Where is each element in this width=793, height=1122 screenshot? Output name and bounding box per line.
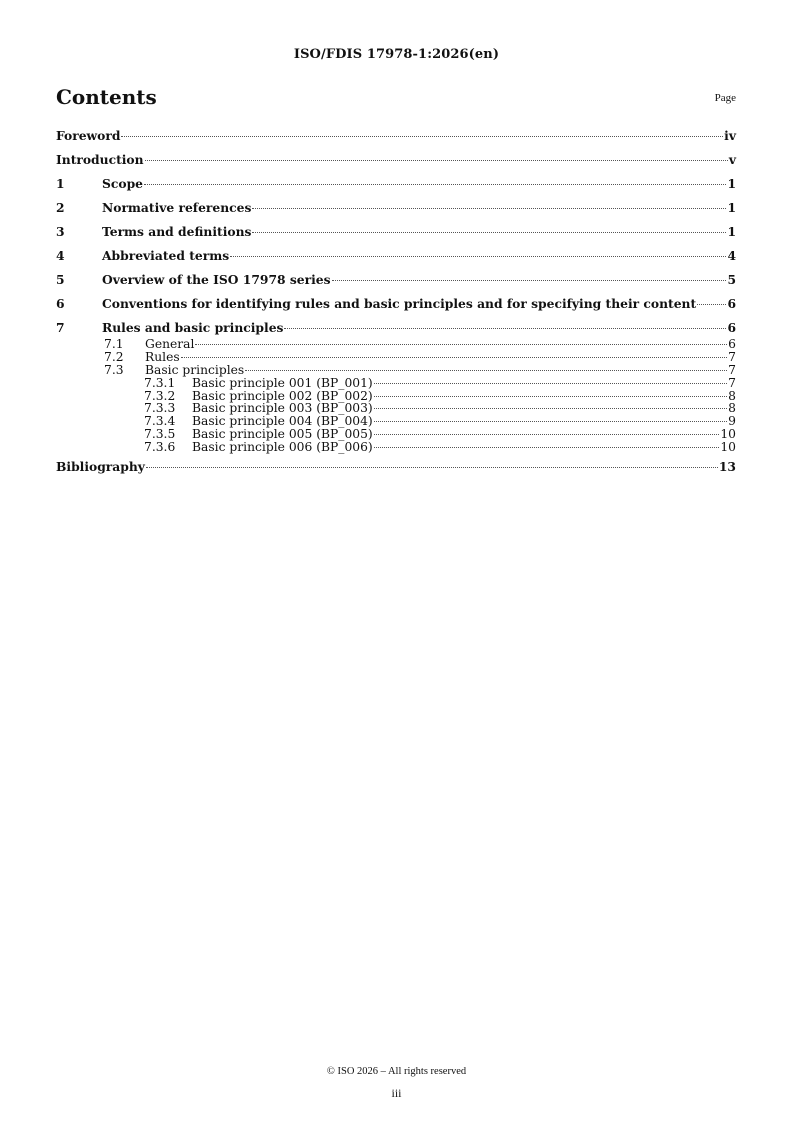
dot-leader — [374, 407, 727, 409]
toc-entry-label: Basic principles — [145, 362, 245, 377]
dot-leader — [374, 420, 727, 422]
toc-entry-page: 1 — [727, 200, 736, 215]
toc-entry-number: 7.3.1 — [144, 375, 176, 390]
toc-entry-page: 6 — [727, 320, 736, 335]
toc-entry[interactable] — [56, 224, 736, 248]
dot-leader — [252, 231, 726, 233]
toc-entry-page: 7 — [728, 375, 736, 390]
toc-entry-number: 7.3.6 — [144, 440, 176, 455]
toc-entry-number: 7.3.4 — [144, 414, 176, 429]
dot-leader — [245, 369, 727, 371]
toc-entry-label: Basic principle 005 (BP_005) — [192, 427, 373, 442]
toc-entry-number: 7.3.3 — [144, 401, 176, 416]
toc-entry-page: 4 — [727, 248, 736, 263]
toc-entry-label: Normative references — [102, 200, 252, 215]
dot-leader — [374, 446, 720, 448]
table-of-contents — [56, 128, 736, 483]
dot-leader — [374, 382, 727, 384]
copyright-notice: © ISO 2026 – All rights reserved — [326, 1066, 467, 1077]
page-column-label: Page — [714, 92, 736, 104]
toc-entry[interactable] — [56, 128, 736, 152]
toc-entry-label: Scope — [102, 176, 143, 191]
toc-entry-label: General — [145, 337, 195, 351]
toc-entry[interactable] — [56, 338, 736, 351]
toc-entry-page: 9 — [728, 414, 736, 429]
toc-entry[interactable] — [56, 351, 736, 364]
toc-entry-page: v — [728, 152, 736, 167]
dot-leader — [374, 395, 727, 397]
toc-entry-label: Rules — [145, 349, 180, 364]
toc-entry-page: 10 — [720, 427, 736, 442]
toc-entry-page: 5 — [727, 272, 736, 287]
dot-leader — [146, 466, 718, 468]
toc-entry[interactable] — [56, 200, 736, 224]
toc-entry-label: Introduction — [56, 152, 144, 167]
toc-entry-number: 7.3.5 — [144, 427, 176, 442]
toc-entry-number: 7.3.2 — [144, 388, 176, 403]
dot-leader — [697, 303, 726, 305]
toc-entry-page: 1 — [727, 176, 736, 191]
toc-entry-number: 1 — [56, 176, 65, 191]
dot-leader — [252, 207, 726, 209]
toc-entry-page: 6 — [727, 296, 736, 311]
page-number: iii — [391, 1086, 402, 1100]
toc-entry[interactable] — [56, 296, 736, 320]
toc-entry[interactable] — [56, 377, 736, 390]
toc-entry-label: Conventions for identifying rules and basic principles and for specifying their content — [102, 296, 697, 311]
dot-leader — [121, 135, 723, 137]
toc-entry-label: Bibliography — [56, 459, 145, 475]
toc-entry[interactable] — [56, 152, 736, 176]
dot-leader — [145, 159, 728, 161]
toc-entry-number: 7.3 — [104, 362, 124, 377]
toc-entry-label: Basic principle 004 (BP_004) — [192, 414, 373, 429]
toc-entry[interactable] — [56, 272, 736, 296]
toc-entry-page: 8 — [728, 388, 736, 403]
toc-entry-label: Rules and basic principles — [102, 320, 284, 335]
toc-entry[interactable] — [56, 248, 736, 272]
document-header: ISO/FDIS 17978-1:2026(en) — [293, 47, 500, 62]
toc-entry-page: 7 — [728, 349, 736, 364]
toc-entry-label: Basic principle 006 (BP_006) — [192, 440, 373, 455]
toc-entry-label: Basic principle 002 (BP_002) — [192, 388, 373, 403]
toc-entry-page: 7 — [728, 362, 736, 377]
toc-entry-number: 7 — [56, 320, 65, 335]
toc-entry-label: Abbreviated terms — [102, 248, 230, 263]
dot-leader — [332, 279, 727, 281]
toc-entry-page: 1 — [727, 224, 736, 239]
dot-leader — [374, 433, 720, 435]
toc-entry-number: 2 — [56, 200, 65, 215]
toc-entry-page: 6 — [728, 337, 736, 351]
dot-leader — [144, 183, 726, 185]
dot-leader — [195, 343, 727, 345]
toc-entry-label: Basic principle 003 (BP_003) — [192, 401, 373, 416]
contents-title-row — [56, 85, 736, 111]
toc-entry-number: 7.1 — [104, 337, 124, 351]
toc-entry-page: 8 — [728, 401, 736, 416]
toc-entry-number: 5 — [56, 272, 65, 287]
toc-entry-number: 6 — [56, 296, 65, 311]
toc-entry[interactable] — [56, 441, 736, 454]
page-title: Contents — [56, 85, 157, 109]
toc-entry-label: Terms and definitions — [102, 224, 252, 239]
toc-entry-number: 7.2 — [104, 349, 124, 364]
toc-entry[interactable] — [56, 459, 736, 483]
toc-entry[interactable] — [56, 176, 736, 200]
toc-entry-page: iv — [724, 128, 736, 143]
toc-entry-label: Basic principle 001 (BP_001) — [192, 375, 373, 390]
toc-entry[interactable] — [56, 364, 736, 377]
dot-leader — [181, 356, 727, 358]
toc-entry-label: Overview of the ISO 17978 series — [102, 272, 331, 287]
dot-leader — [230, 255, 726, 257]
toc-entry-page: 10 — [720, 440, 736, 455]
dot-leader — [284, 327, 726, 329]
toc-entry-number: 3 — [56, 224, 65, 239]
toc-entry-page: 13 — [718, 459, 736, 475]
toc-entry-label: Foreword — [56, 128, 121, 143]
toc-entry-number: 4 — [56, 248, 65, 263]
